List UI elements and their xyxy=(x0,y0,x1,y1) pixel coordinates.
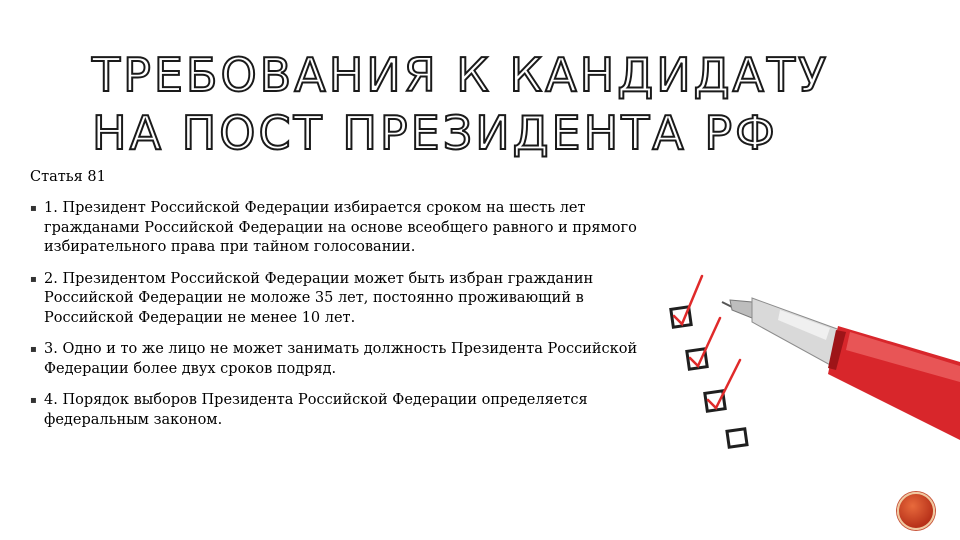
list-item-text: 2. Президентом Российской Федерации может быть избран гражданин Российской Федерации не моложе 35 лет, постоянно проживающий в Российской Федерации не менее 10 лет. xyxy=(44,270,594,326)
requirements-list xyxy=(30,199,650,442)
checkbox-icon xyxy=(727,429,747,447)
list-item-text: 1. Президент Российской Федерации избирается сроком на шесть лет гражданами Российской Федерации на основе всеобщего равного и прямого избирательного права при тайном голосовании. xyxy=(44,200,637,255)
list-item xyxy=(30,340,650,379)
list-item-text: 4. Порядок выборов Президента Российской Федерации определяется федеральным законом. xyxy=(44,392,588,428)
page-badge-icon xyxy=(897,492,935,530)
bullet-marker-icon: ▪ xyxy=(30,344,37,355)
list-item xyxy=(30,199,650,258)
pen-icon xyxy=(722,298,960,440)
bullet-marker-icon: ▪ xyxy=(30,203,37,214)
list-item xyxy=(30,270,650,329)
checklist xyxy=(671,307,747,447)
list-item-text: 3. Одно и то же лицо не может занимать должность Президента Российской Федерации более двух сроков подряд. xyxy=(44,341,638,377)
check-mark-icon xyxy=(674,276,702,324)
bullet-marker-icon: ▪ xyxy=(30,395,37,406)
article-subheading: Статья 81 xyxy=(30,169,106,185)
list-item xyxy=(30,391,650,430)
slide-title: ТРЕБОВАНИЯ К КАНДИДАТУ НА ПОСТ ПРЕЗИДЕНТА РФ xyxy=(92,48,830,160)
checklist-pen-icon xyxy=(660,270,960,470)
check-marks xyxy=(674,276,740,408)
bullet-marker-icon: ▪ xyxy=(30,273,37,285)
